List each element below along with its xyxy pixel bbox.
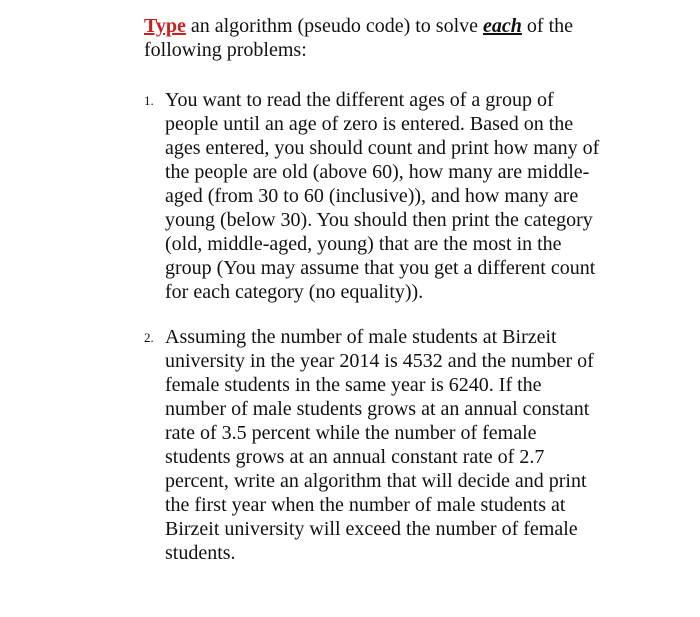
- each-keyword: each: [483, 15, 522, 37]
- instructions-text-1: an algorithm (pseudo code) to solve: [185, 15, 484, 37]
- problem-2-text: Assuming the number of male students at Birzeit university in the year 2014 is 4532 and the number of female students in the same year is 6240. If the number of male students grows at an annual constant rate of 3.5 percent while the number of female students grows at an annual constant rate of 2.7 percent, write an algorithm that will decide and print the first year when the number of male students at Birzeit university will exceed the number of female students.: [165, 326, 594, 564]
- assignment-document: [144, 14, 604, 565]
- problem-1: [144, 88, 604, 304]
- type-keyword: Type: [144, 15, 186, 37]
- instructions-text-2: of the following problems:: [144, 15, 573, 61]
- problem-1-number: 1.: [144, 93, 154, 108]
- problem-2: [144, 325, 604, 565]
- instructions: [144, 14, 604, 62]
- problem-1-text: You want to read the different ages of a group of people until an age of zero is entered. Based on the ages entered, you should count and print how many of the people are old (above 60), how many are middle-aged (from 30 to 60 (inclusive)), and how many are young (below 30). You should then print the category (old, middle-aged, young) that are the most in the group (You may assume that you get a different count for each category (no equality)).: [165, 89, 600, 303]
- problem-2-number: 2.: [144, 330, 154, 345]
